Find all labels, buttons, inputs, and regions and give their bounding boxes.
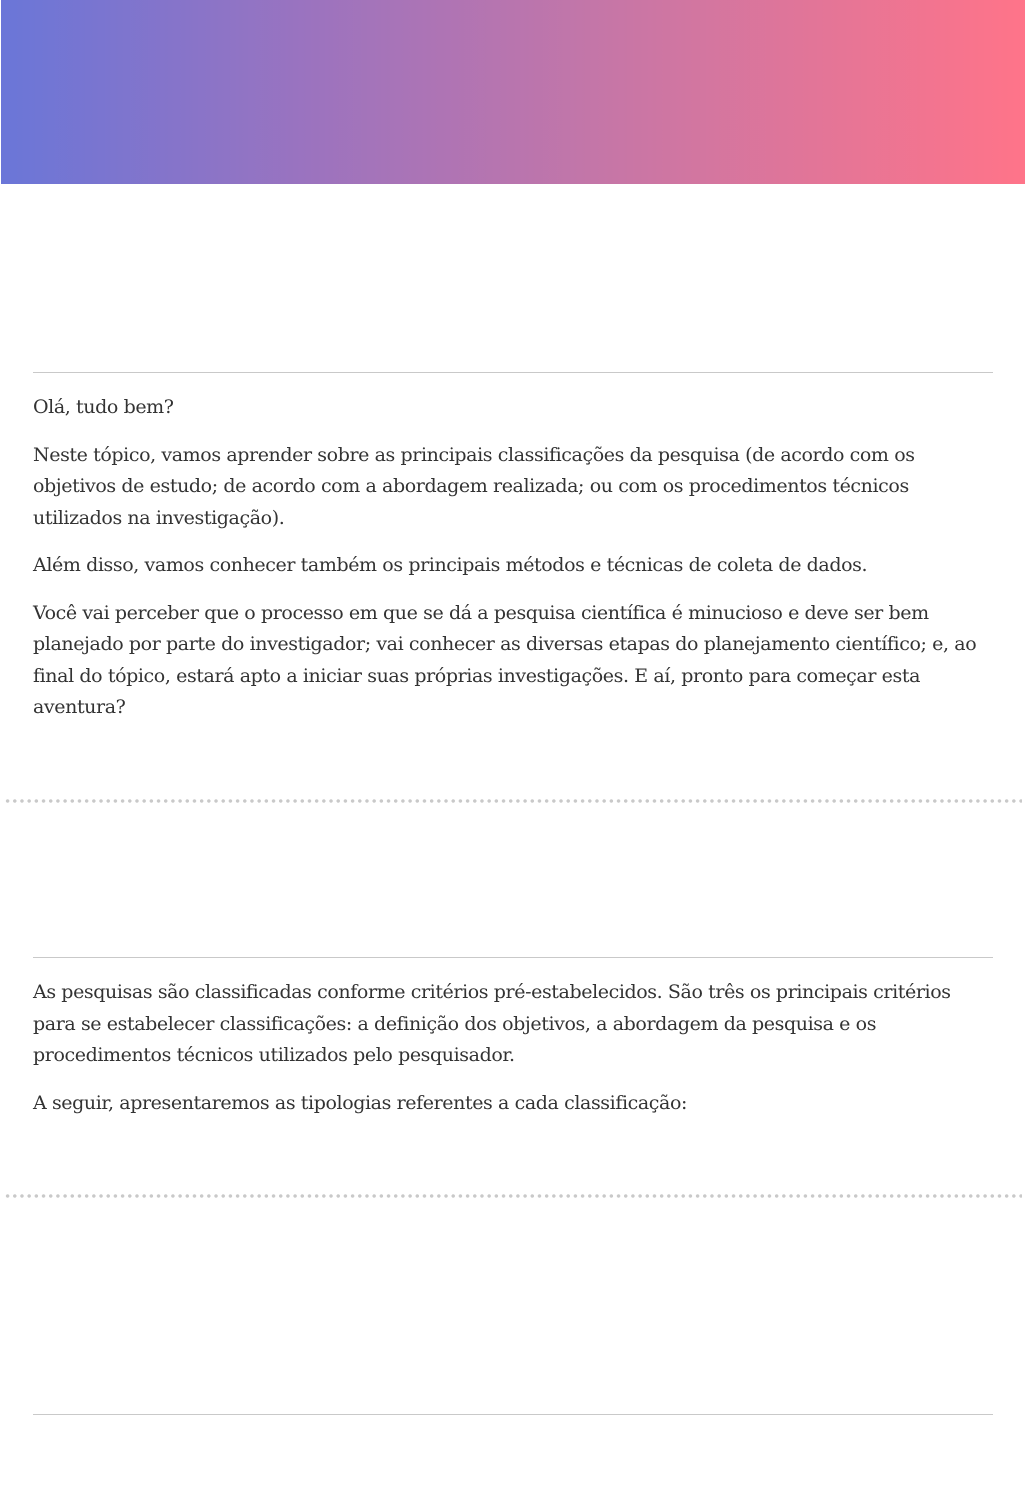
section-divider	[33, 957, 993, 958]
classification-paragraph: A seguir, apresentaremos as tipologias referentes a cada classificação:	[33, 1091, 688, 1114]
dotted-separator	[4, 1194, 1022, 1198]
section-divider	[33, 1414, 993, 1415]
classification-paragraph: As pesquisas são classificadas conforme critérios pré-estabelecidos. São três os principais critérios para se estabelecer classificações: a definição dos objetivos, a abordagem da pesquisa e os procedimentos técnicos utilizados pelo pesquisador.	[33, 981, 951, 1066]
intro-section	[33, 392, 995, 740]
intro-paragraph: Você vai perceber que o processo em que se dá a pesquisa científica é minucioso e deve ser bem planejado por parte do investigador; vai conhecer as diversas etapas do planejamento científico; e, ao final do tópico, estará apto a iniciar suas próprias investigações. E aí, pronto para começar esta aventura?	[33, 601, 977, 718]
greeting-text: Olá, tudo bem?	[33, 396, 174, 418]
header-banner	[1, 0, 1025, 184]
intro-paragraph: Neste tópico, vamos aprender sobre as principais classificações da pesquisa (de acordo com os objetivos de estudo; de acordo com a abordagem realizada; ou com os procedimentos técnicos utilizados na investigação).	[33, 443, 915, 529]
section-divider	[33, 372, 993, 373]
classification-section	[33, 977, 995, 1135]
dotted-separator	[4, 799, 1022, 803]
intro-paragraph: Além disso, vamos conhecer também os principais métodos e técnicas de coleta de dados.	[33, 554, 868, 576]
